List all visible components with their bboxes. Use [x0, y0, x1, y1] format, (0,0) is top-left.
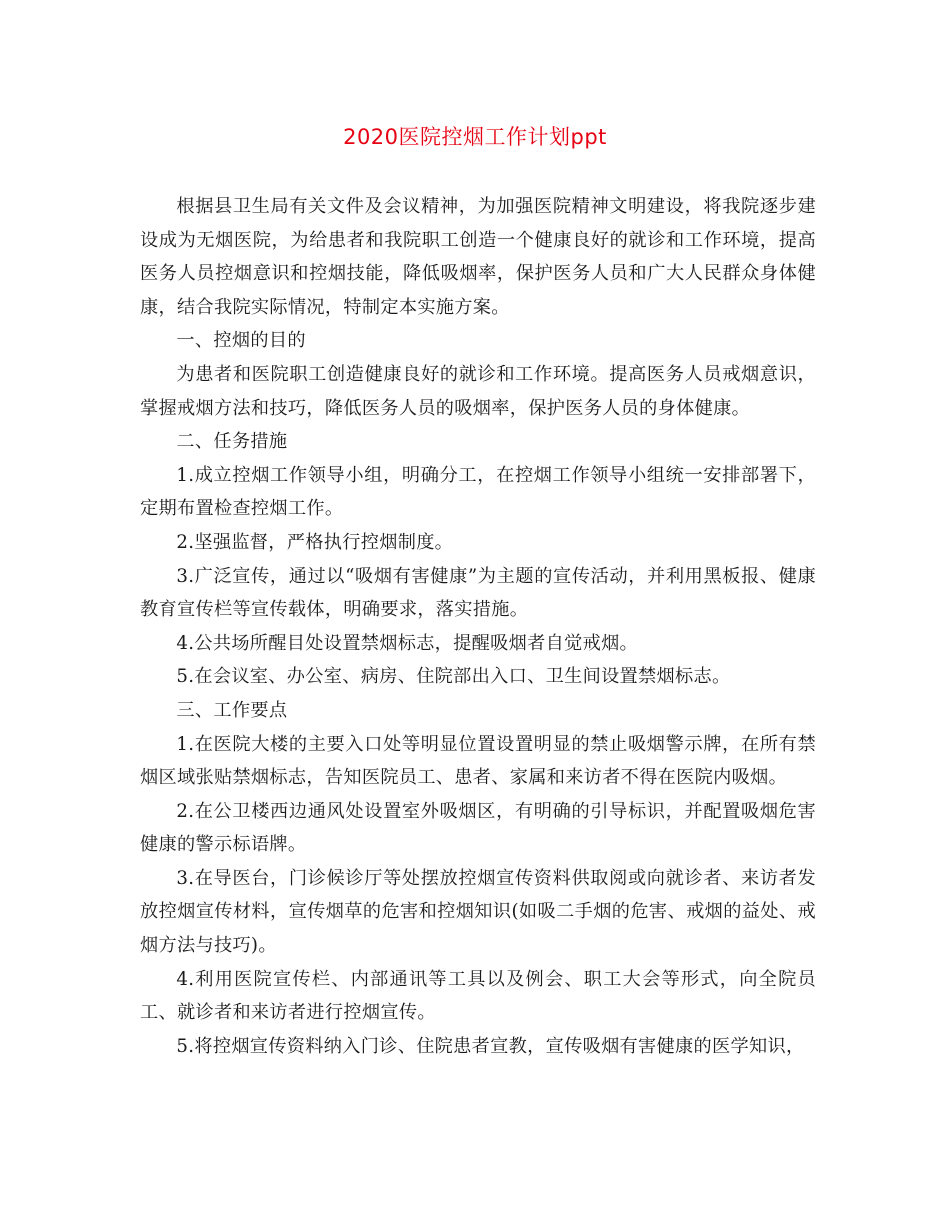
section-heading-purpose: 一、控烟的目的 [176, 330, 306, 352]
key-point-item-2: 2.在公卫楼西边通风处设置室外吸烟区，有明确的引导标识，并配置吸烟危害健康的警示标语牌。 [140, 800, 816, 856]
key-point-item-4: 4.利用医院宣传栏、内部通讯等工具以及例会、职工大会等形式，向全院员工、就诊者和来访者进行控烟宣传。 [140, 968, 816, 1024]
document-body [140, 190, 816, 1063]
section-heading-measures: 二、任务措施 [176, 431, 288, 453]
paragraph-purpose: 为患者和医院职工创造健康良好的就诊和工作环境。提高医务人员戒烟意识，掌握戒烟方法和技巧，降低医务人员的吸烟率，保护医务人员的身体健康。 [140, 363, 816, 419]
key-point-item-5: 5.将控烟宣传资料纳入门诊、住院患者宣教，宣传吸烟有害健康的医学知识， [176, 1035, 805, 1057]
key-point-item-1: 1.在医院大楼的主要入口处等明显位置设置明显的禁止吸烟警示牌，在所有禁烟区域张贴禁烟标志，告知医院员工、患者、家属和来访者不得在医院内吸烟。 [140, 733, 816, 789]
measure-item-3: 3.广泛宣传，通过以“吸烟有害健康”为主题的宣传活动，并利用黑板报、健康教育宣传栏等宣传载体，明确要求，落实措施。 [140, 565, 816, 621]
key-point-item-3: 3.在导医台，门诊候诊厅等处摆放控烟宣传资料供取阅或向就诊者、来访者发放控烟宣传材料，宣传烟草的危害和控烟知识(如吸二手烟的危害、戒烟的益处、戒烟方法与技巧)。 [140, 867, 816, 957]
measure-item-4: 4.公共场所醒目处设置禁烟标志，提醒吸烟者自觉戒烟。 [176, 632, 639, 654]
measure-item-2: 2.坚强监督，严格执行控烟制度。 [176, 531, 454, 553]
section-heading-key-points: 三、工作要点 [176, 699, 288, 721]
paragraph-intro: 根据县卫生局有关文件及会议精神，为加强医院精神文明建设，将我院逐步建设成为无烟医院，为给患者和我院职工创造一个健康良好的就诊和工作环境，提高医务人员控烟意识和控烟技能，降低吸烟率，保护医务人员和广大人民群众身体健康，结合我院实际情况，特制定本实施方案。 [140, 196, 816, 318]
measure-item-5: 5.在会议室、办公室、病房、住院部出入口、卫生间设置禁烟标志。 [176, 666, 731, 688]
measure-item-1: 1.成立控烟工作领导小组，明确分工，在控烟工作领导小组统一安排部署下，定期布置检查控烟工作。 [140, 464, 816, 520]
document-title: 2020医院控烟工作计划ppt [343, 125, 607, 149]
